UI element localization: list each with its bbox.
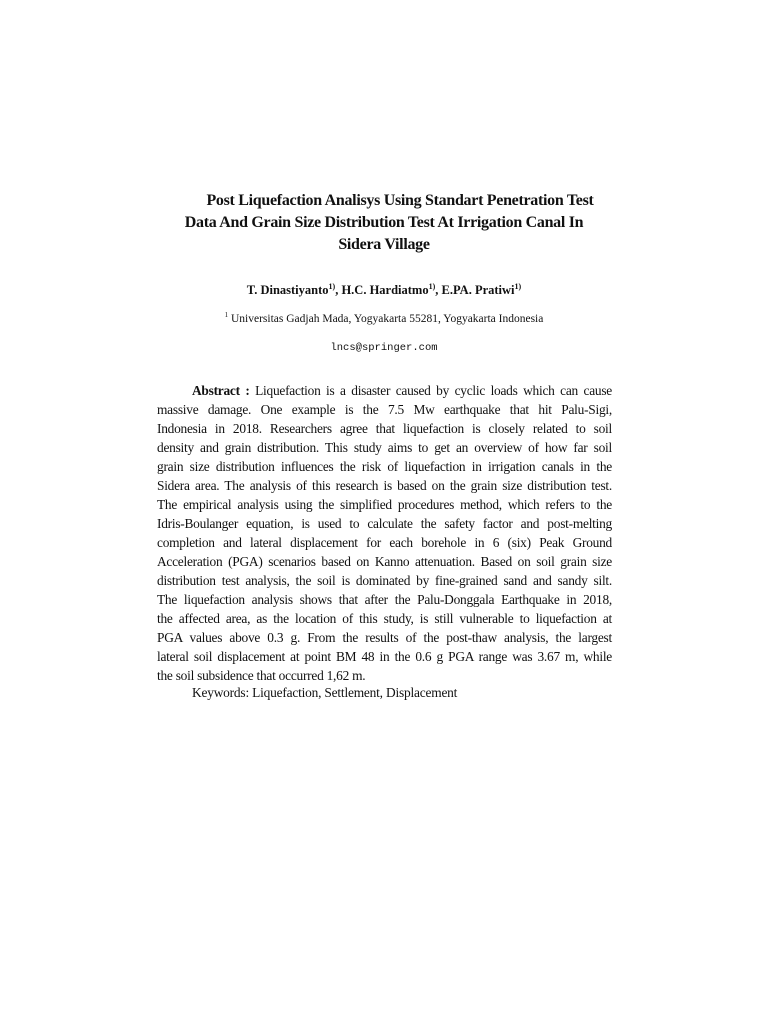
abstract-line: distribution test analysis, the soil is dominated by fine-grained sand and sandy silt.	[157, 573, 612, 588]
author-name: E.PA. Pratiwi	[441, 283, 515, 297]
author-affiliation-mark: 1)	[514, 282, 522, 291]
abstract-line: density and grain distribution. This study aims to get an overview of how far soil	[157, 440, 612, 455]
title-line: Post Liquefaction Analisys Using Standart Penetration Test	[206, 192, 594, 209]
keywords: Keywords: Liquefaction, Settlement, Displacement	[192, 685, 458, 700]
author-name: H.C. Hardiatmo	[341, 283, 429, 297]
affiliation	[158, 312, 610, 327]
contact-email: lncs@springer.com	[330, 342, 438, 354]
abstract-line: PGA values above 0.3 g. From the results of the post-thaw analysis, the largest	[157, 630, 612, 645]
title-line: Data And Grain Size Distribution Test At Irrigation Canal In	[184, 214, 584, 231]
abstract-line: lateral soil displacement at point BM 48 in the 0.6 g PGA range was 3.67 m, while	[157, 649, 612, 664]
author-list	[158, 282, 610, 298]
abstract-line: the affected area, as the location of this study, is still vulnerable to liquefaction at	[157, 611, 612, 626]
abstract-line: Acceleration (PGA) scenarios based on Kanno attenuation. Based on soil grain size	[157, 554, 612, 569]
abstract-line: The empirical analysis using the simplified procedures method, which refers to the	[157, 497, 612, 512]
abstract-line: The liquefaction analysis shows that after the Palu-Donggala Earthquake in 2018,	[157, 592, 612, 607]
abstract-line: completion and lateral displacement for each borehole in 6 (six) Peak Ground	[157, 535, 612, 550]
author-affiliation-mark: 1)	[428, 282, 436, 291]
abstract-line	[157, 381, 612, 400]
title-line: Sidera Village	[338, 236, 430, 253]
author-separator: ,	[335, 283, 342, 297]
paper-title	[150, 190, 618, 256]
abstract	[157, 381, 612, 685]
author-name: T. Dinastiyanto	[246, 283, 329, 297]
abstract-line: massive damage. One example is the 7.5 Mw earthquake that hit Palu-Sigi,	[157, 402, 612, 417]
abstract-label: Abstract :	[192, 383, 250, 398]
abstract-line: the soil subsidence that occurred 1,62 m.	[157, 668, 366, 683]
abstract-line: Sidera area. The analysis of this research is based on the grain size distribution test.	[157, 478, 612, 493]
abstract-line: grain size distribution influences the risk of liquefaction in irrigation canals in the	[157, 459, 612, 474]
abstract-text: Liquefaction is a disaster caused by cyclic loads which can cause	[249, 383, 612, 398]
author-separator: ,	[435, 283, 442, 297]
abstract-line: Idris-Boulanger equation, is used to calculate the safety factor and post-melting	[157, 516, 612, 531]
abstract-line: Indonesia in 2018. Researchers agree that liquefaction is closely related to soil	[157, 421, 612, 436]
author-affiliation-mark: 1)	[328, 282, 336, 291]
affiliation-mark: 1	[224, 311, 229, 319]
affiliation-text: Universitas Gadjah Mada, Yogyakarta 55281, Yogyakarta Indonesia	[228, 313, 544, 325]
